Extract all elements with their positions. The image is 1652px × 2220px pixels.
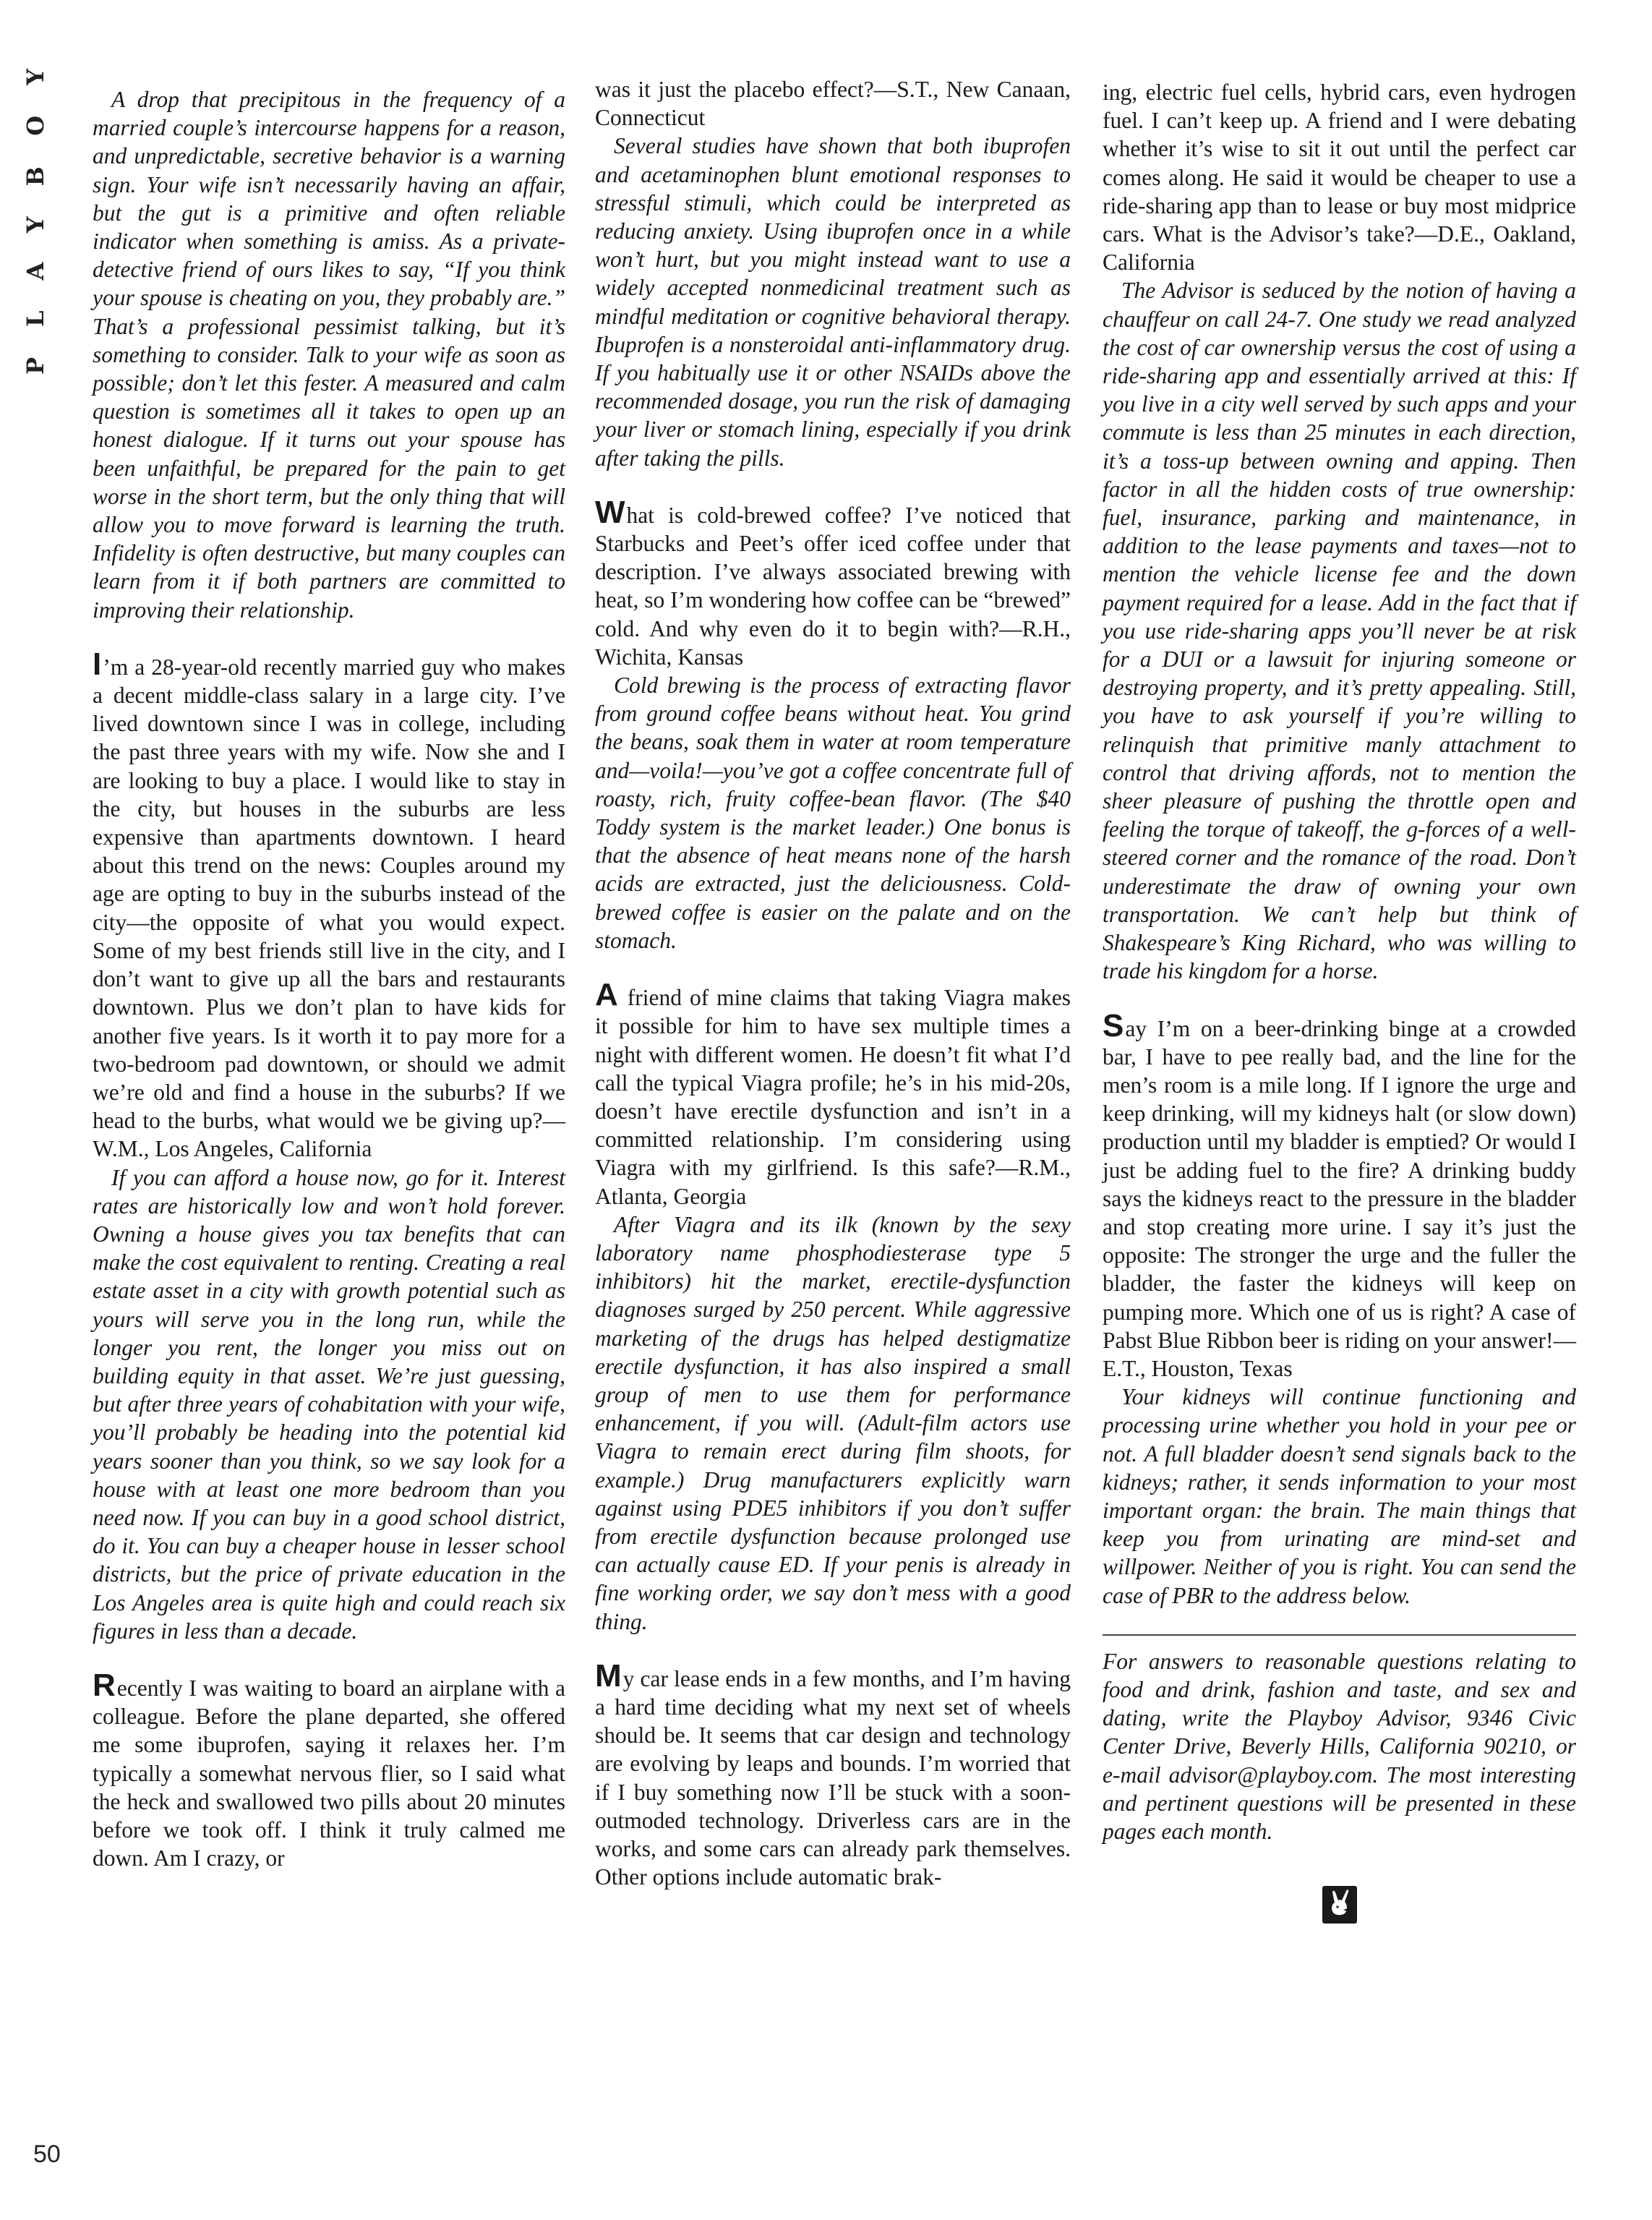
question-text: [93, 1667, 565, 1872]
question-text: [1103, 1007, 1576, 1383]
question-text: [595, 977, 1071, 1211]
answer-text: Your kidneys will continue functioning and processing urine whether you hold in your pee or not. A full bladder doesn’t send signals back to the kidneys; rather, it sends information to your most important organ: the brain. The main things that keep you from urinating are mind-set and willpower. Neither of you is right. You can send the case of PBR to the address below.: [1103, 1384, 1576, 1608]
question-body: ay I’m on a beer-drinking binge at a crowded bar, I have to pee really bad, and the line for the men’s room is a mile long. If I ignore the urge and keep drinking, will my kidneys halt (or slow down) production until my bladder is emptied? Or would I just be adding fuel to the fire? A drinking buddy says the kidneys react to the pressure in the bladder and stop creating more urine. I say it’s just the opposite: The stronger the urge and the fuller the bladder, the faster the kidneys will keep on pumping more. Which one of us is right? A case of Pabst Blue Ribbon beer is riding on your answer!—E.T., Houston, Texas: [1103, 1015, 1576, 1381]
drop-cap: S: [1103, 1007, 1124, 1043]
column-2: [595, 75, 1071, 1891]
column-3: [1103, 78, 1576, 1924]
question-text: was it just the placebo effect?—S.T., New Canaan, Connecticut: [595, 77, 1071, 131]
question-body: ’m a 28-year-old recently married guy who makes a decent middle-class salary in a large city. I’ve lived downtown since I was in college, including the past three years with my wife. Now she and I are looking to buy a place. I would like to stay in the city, but houses in the suburbs are less expensive than apartments downtown. I heard about this trend on the news: Couples around my age are opting to buy in the suburbs instead of the city—the opposite of what you would expect. Some of my best friends still live in the city, and I don’t want to give up all the bars and restaurants downtown. Plus we don’t plan to have kids for another five years. Is it worth it to pay more for a two-bedroom pad downtown, or should we admit we’re old and find a house in the suburbs? If we head to the burbs, what would we be giving up?—W.M., Los Angeles, California: [93, 654, 565, 1162]
question-body: friend of mine claims that taking Viagra makes it possible for him to have sex multiple times a night with different women. He doesn’t fit what I’d call the typical Viagra profile; he’s in his mid-20s, doesn’t have erectile dysfunction and isn’t in a committed relationship. I’m considering using Viagra with my girlfriend. Is this safe?—R.M., Atlanta, Georgia: [595, 985, 1071, 1209]
question-text: ing, electric fuel cells, hybrid cars, even hydrogen fuel. I can’t keep up. A friend and I were debating whether it’s wise to sit it out until the perfect car comes along. He said it would be cheaper to use a ride-sharing app than to lease or buy most midprice cars. What is the Advisor’s take?—D.E., Oakland, California: [1103, 80, 1576, 276]
page-number: 50: [33, 2140, 61, 2168]
question-body: ecently I was waiting to board an airplane with a colleague. Before the plane departed, she offered me some ibuprofen, saying it relaxes her. I’m typically a somewhat nervous flier, so I said what the heck and swallowed two pills about 20 minutes before we took off. I think it truly calmed me down. Am I crazy, or: [93, 1675, 565, 1871]
answer-text: Several studies have shown that both ibuprofen and acetaminophen blunt emotional responses to stressful stimuli, which could be interpreted as reducing anxiety. Using ibuprofen once in a while won’t hurt, but you might instead want to use a widely accepted nonmedicinal treatment such as mindful meditation or cognitive behavioral therapy. Ibuprofen is a nonsteroidal anti-inflammatory drug. If you habitually use it or other NSAIDs above the recommended dosage, you run the risk of damaging your liver or stomach lining, especially if you drink after taking the pills.: [595, 133, 1071, 471]
answer-text: If you can afford a house now, go for it. Interest rates are historically low and won’t hold forever. Owning a house gives you tax benefits that can make the cost equivalent to renting. Creating a real estate asset in a city with growth potential such as yours will serve you in the long run, while the longer you rent, the longer you miss out on building equity in that asset. We’re just guessing, but after three years of cohabitation with your wife, you’ll probably be heading into the potential kid years sooner than you think, so we say look for a house with at least one more bedroom than you need now. If you can buy in a good school district, do it. You can buy a cheaper house in lesser school districts, but the price of private education in the Los Angeles area is quite high and could reach six figures in less than a decade.: [93, 1164, 565, 1644]
answer-text: Cold brewing is the process of extracting flavor from ground coffee beans without heat. You grind the beans, soak them in water at room temperature and—voila!—you’ve got a coffee concentrate full of roasty, rich, fruity coffee-bean flavor. (The $40 Toddy system is the market leader.) One bonus is that the absence of heat means none of the harsh acids are extracted, just the deliciousness. Cold-brewed coffee is easier on the palate and on the stomach.: [595, 673, 1071, 953]
column-1: [93, 85, 565, 1872]
drop-cap: M: [595, 1657, 622, 1694]
question-body: y car lease ends in a few months, and I’m having a hard time deciding what my next set of wheels should be. It seems that car design and technology are evolving by leaps and bounds. I’m worried that if I buy something now I’ll be stuck with a soon-outmoded technology. Driverless cars are in the works, and some cars can already park themselves. Other options include automatic brak-: [595, 1665, 1071, 1890]
rabbit-head-icon: [1322, 1886, 1357, 1924]
answer-text: The Advisor is seduced by the notion of having a chauffeur on call 24-7. One study we read analyzed the cost of car ownership versus the cost of using a ride-sharing app and essentially arrived at this: If you live in a city well served by such apps and your commute is less than 25 minutes in each direction, it’s a toss-up between owning and apping. Then factor in all the hidden costs of true ownership: fuel, insurance, parking and maintenance, in addition to the lease payments and taxes—not to mention the vehicle license fee and the down payment required for a lease. Add in the fact that if you use ride-sharing apps you’ll never be at risk for a DUI or a lawsuit for injuring someone or destroying property, and it’s pretty appealing. Still, you have to ask yourself if you’re willing to relinquish that primitive manly attachment to control that driving affords, not to mention the sheer pleasure of pushing the throttle open and feeling the torque of takeoff, the g-forces of a well-steered corner and the romance of the road. Don’t underestimate the draw of owning your own transportation. We can’t help but think of Shakespeare’s King Richard, who was willing to trade his kingdom for a horse.: [1103, 278, 1576, 984]
drop-cap: R: [93, 1667, 116, 1703]
magazine-name: PLAYBOY: [22, 38, 49, 375]
question-text: [93, 646, 565, 1164]
drop-cap: I: [93, 646, 102, 682]
answer-text: A drop that precipitous in the frequency of a married couple’s intercourse happens for a reason, and unpredictable, secretive behavior is a warning sign. Your wife isn’t necessarily having an affair, but the gut is a primitive and often reliable indicator when something is amiss. As a private-detective friend of ours likes to say, “If you think your spouse is cheating on you, they probably are.” That’s a professional pessimist talking, but it’s something to consider. Talk to your wife as soon as possible; don’t let this fester. A measured and calm question is sometimes all it takes to open up an honest dialogue. If it turns out your spouse has been unfaithful, be prepared for the pain to get worse in the short term, but the only thing that will allow you to move forward is learning the truth. Infidelity is often destructive, but many couples can learn from it if both partners are committed to improving their relationship.: [93, 87, 565, 623]
drop-cap: W: [595, 494, 625, 530]
question-text: [595, 1657, 1071, 1892]
divider: [1103, 1634, 1576, 1636]
question-text: [595, 494, 1071, 671]
question-body: hat is cold-brewed coffee? I’ve noticed that Starbucks and Peet’s offer iced coffee under that description. I’ve always associated brewing with heat, so I’m wondering how coffee can be “brewed” cold. And why even do it to begin with?—R.H., Wichita, Kansas: [595, 502, 1071, 670]
answer-text: After Viagra and its ilk (known by the sexy laboratory name phosphodiesterase type 5 inhibitors) hit the market, erectile-dysfunction diagnoses surged by 250 percent. While aggressive marketing of the drugs has helped destigmatize erectile dysfunction, it has also inspired a small group of men to use them for performance enhancement, if you will. (Adult-film actors use Viagra to remain erect during film shoots, for example.) Drug manufacturers explicitly warn against using PDE5 inhibitors if you don’t suffer from erectile dysfunction because prolonged use can actually cause ED. If your penis is already in fine working order, we say don’t mess with a good thing.: [595, 1211, 1071, 1634]
drop-cap: A: [595, 977, 618, 1013]
submission-note: For answers to reasonable questions relating to food and drink, fashion and taste, and sex and dating, write the Playboy Advisor, 9346 Civic Center Drive, Beverly Hills, California 90210, or e-mail advisor@playboy.com. The most interesting and pertinent questions will be presented in these pages each month.: [1103, 1648, 1576, 1844]
